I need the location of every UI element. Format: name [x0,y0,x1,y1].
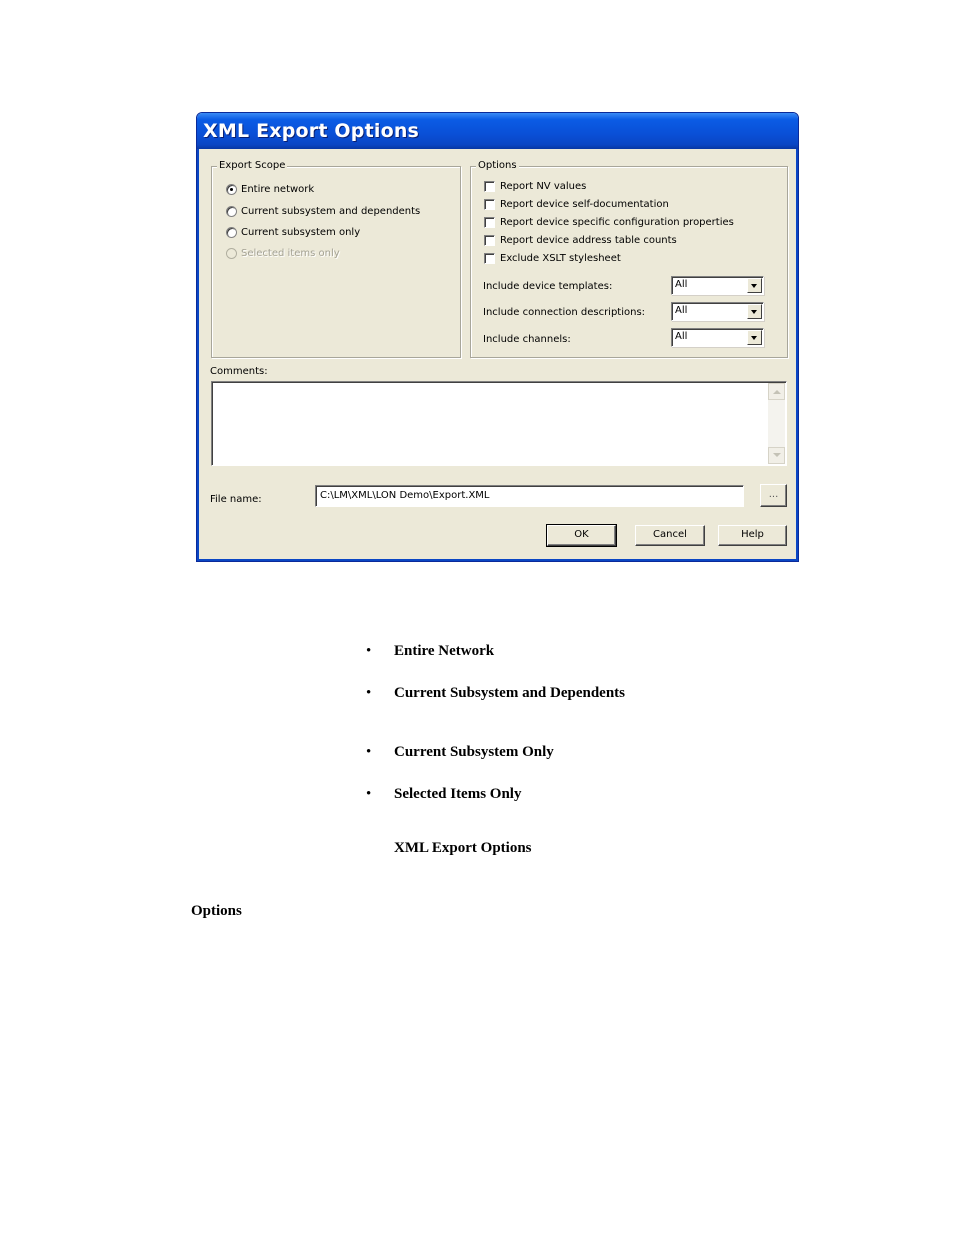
include-connection-descriptions-select[interactable] [671,302,764,321]
include-connection-descriptions-label: Include connection descriptions: [483,307,646,318]
section-heading-options: Options [191,903,242,919]
radio-selected-items-only [226,248,340,259]
checkbox-label: Report device address table counts [500,235,677,246]
bullet-current-subsystem-and-dependents: Current Subsystem and Dependents [394,685,626,701]
export-scope-group [211,160,461,358]
bullet-glyph: • [366,643,372,659]
radio-current-subsystem-only[interactable] [226,227,360,238]
file-name-input[interactable] [315,485,744,507]
radio-button-icon[interactable] [226,206,237,217]
bullet-selected-items-only: Selected Items Only [394,786,522,802]
chevron-down-icon[interactable] [747,304,762,319]
radio-label: Entire network [241,184,315,195]
radio-entire-network[interactable] [226,184,314,195]
radio-button-icon[interactable] [226,227,237,238]
checkbox-label: Report NV values [500,181,587,192]
help-button[interactable]: Help [718,525,787,546]
checkbox-icon[interactable] [484,235,495,246]
checkbox-report-device-config-properties[interactable] [484,217,734,228]
radio-button-icon[interactable] [226,184,237,195]
include-channels-label: Include channels: [483,334,571,345]
checkbox-label: Report device specific configuration properties [500,217,734,228]
bullet-glyph: • [366,744,372,760]
bullet-glyph: • [366,685,372,701]
cancel-button[interactable]: Cancel [635,525,705,546]
checkbox-icon[interactable] [484,253,495,264]
checkbox-report-nv-values[interactable] [484,181,586,192]
radio-label: Selected items only [241,248,340,259]
combo-value: All [675,331,688,342]
chevron-down-icon[interactable] [747,330,762,345]
options-legend: Options [478,160,517,171]
bullet-current-subsystem-only: Current Subsystem Only [394,744,554,760]
include-device-templates-select[interactable] [671,276,764,295]
dialog-title-bar[interactable] [197,113,798,149]
radio-label: Current subsystem only [241,227,361,238]
checkbox-report-device-self-documentation[interactable] [484,199,669,210]
checkbox-exclude-xslt-stylesheet[interactable] [484,253,621,264]
checkbox-icon[interactable] [484,199,495,210]
checkbox-report-device-address-table-counts[interactable] [484,235,677,246]
comments-scrollbar[interactable] [768,383,785,464]
options-group [470,160,788,358]
dialog-name-reference: XML Export Options [394,840,532,856]
include-channels-select[interactable] [671,328,764,347]
combo-value: All [675,305,688,316]
radio-button-icon [226,248,237,259]
radio-current-subsystem-and-dependents[interactable] [226,206,420,217]
combo-value: All [675,279,688,290]
radio-label: Current subsystem and dependents [241,206,421,217]
comments-label: Comments: [210,366,268,377]
bullet-entire-network: Entire Network [394,643,495,659]
checkbox-label: Exclude XSLT stylesheet [500,253,621,264]
chevron-down-icon[interactable] [747,278,762,293]
dialog-title: XML Export Options [203,120,420,142]
file-name-value: C:\LM\XML\LON Demo\Export.XML [320,490,490,501]
xml-export-options-dialog [196,112,799,562]
checkbox-icon[interactable] [484,217,495,228]
comments-textarea[interactable] [211,381,787,466]
browse-button[interactable]: ... [760,484,787,507]
scroll-up-icon[interactable] [768,383,785,400]
checkbox-icon[interactable] [484,181,495,192]
export-scope-legend: Export Scope [219,160,286,171]
scroll-down-icon[interactable] [768,447,785,464]
file-name-label: File name: [210,494,262,505]
include-device-templates-label: Include device templates: [483,281,613,292]
bullet-glyph: • [366,786,372,802]
ok-button[interactable]: OK [547,525,616,546]
dialog-client-area [197,149,798,561]
checkbox-label: Report device self-documentation [500,199,669,210]
